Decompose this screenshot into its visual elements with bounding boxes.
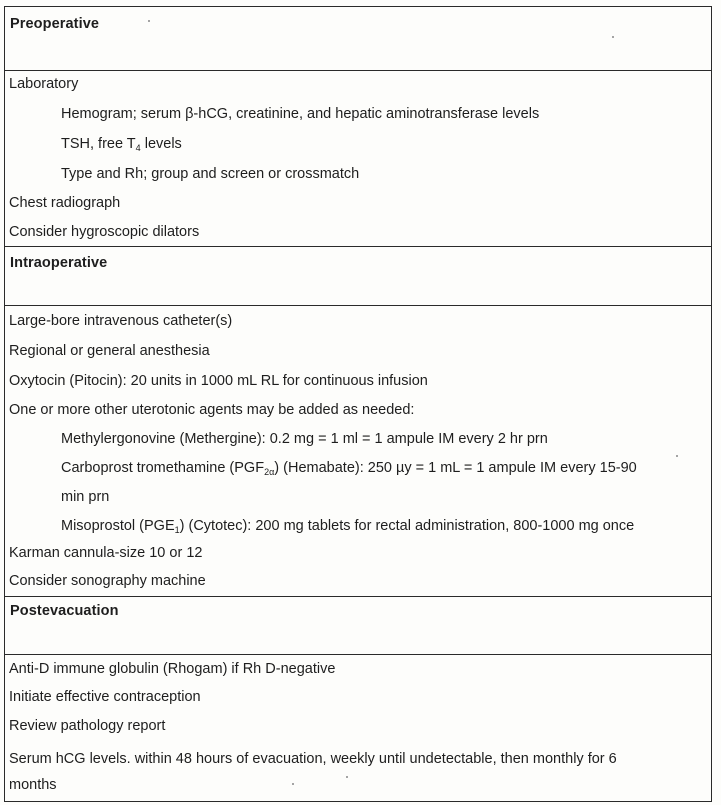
list-item: One or more other uterotonic agents may be added as needed: bbox=[9, 402, 415, 418]
rule-intra-heading bbox=[4, 246, 712, 247]
agent-misoprostol-b: ) (Cytotec): 200 mg tablets for rectal administration, 800-1000 mg once bbox=[179, 518, 635, 534]
heading-preoperative: Preoperative bbox=[10, 16, 100, 32]
agent-misoprostol bbox=[61, 518, 634, 535]
agent-carboprost bbox=[61, 460, 637, 477]
list-item: Anti-D immune globulin (Rhogam) if Rh D-negative bbox=[9, 661, 336, 677]
list-item: Regional or general anesthesia bbox=[9, 343, 210, 359]
rule-pre bbox=[4, 70, 712, 71]
list-item: Serum hCG levels. within 48 hours of evacuation, weekly until undetectable, then monthly for 6 bbox=[9, 751, 617, 767]
rule-intra bbox=[4, 305, 712, 306]
lab-item: Type and Rh; group and screen or crossmatch bbox=[61, 166, 360, 182]
rule-post bbox=[4, 654, 712, 655]
lab-item-tsh-tail: levels bbox=[140, 136, 182, 152]
scan-speck bbox=[676, 455, 678, 457]
agent-carboprost-b: ) (Hemabate): 250 µy = 1 mL = 1 ampule IM every 15-90 bbox=[274, 460, 637, 476]
rule-post-heading bbox=[4, 596, 712, 597]
list-item: Consider hygroscopic dilators bbox=[9, 224, 200, 240]
laboratory-label: Laboratory bbox=[9, 76, 79, 92]
heading-intraoperative: Intraoperative bbox=[10, 255, 108, 271]
agent-carboprost-sub: 2α bbox=[264, 467, 275, 477]
scan-speck bbox=[148, 20, 150, 22]
agent-carboprost-cont: min prn bbox=[61, 489, 110, 505]
scan-speck bbox=[292, 783, 294, 785]
list-item: Karman cannula-size 10 or 12 bbox=[9, 545, 203, 561]
lab-item-tsh-text: TSH, free T bbox=[61, 136, 136, 152]
list-item: Large-bore intravenous catheter(s) bbox=[9, 313, 233, 329]
rule-bottom bbox=[4, 801, 712, 802]
agent-misoprostol-a: Misoprostol (PGE bbox=[61, 518, 175, 534]
list-item: Oxytocin (Pitocin): 20 units in 1000 mL RL for continuous infusion bbox=[9, 373, 428, 389]
lab-item: Hemogram; serum β-hCG, creatinine, and hepatic aminotransferase levels bbox=[61, 106, 540, 122]
lab-item-tsh bbox=[61, 136, 182, 153]
lab-item-tsh-sub: 4 bbox=[135, 143, 141, 153]
list-item: Consider sonography machine bbox=[9, 573, 206, 589]
rule-top bbox=[4, 6, 712, 7]
list-item: months bbox=[9, 777, 57, 793]
list-item: Review pathology report bbox=[9, 718, 166, 734]
heading-postevacuation: Postevacuation bbox=[10, 603, 119, 619]
agent-methylergonovine: Methylergonovine (Methergine): 0.2 mg = 1 ml = 1 ampule IM every 2 hr prn bbox=[61, 431, 548, 447]
list-item: Initiate effective contraception bbox=[9, 689, 201, 705]
list-item: Chest radiograph bbox=[9, 195, 121, 211]
scan-speck bbox=[612, 36, 614, 38]
agent-carboprost-a: Carboprost tromethamine (PGF bbox=[61, 460, 265, 476]
scan-speck bbox=[346, 776, 348, 778]
agent-misoprostol-sub: 1 bbox=[174, 525, 180, 535]
